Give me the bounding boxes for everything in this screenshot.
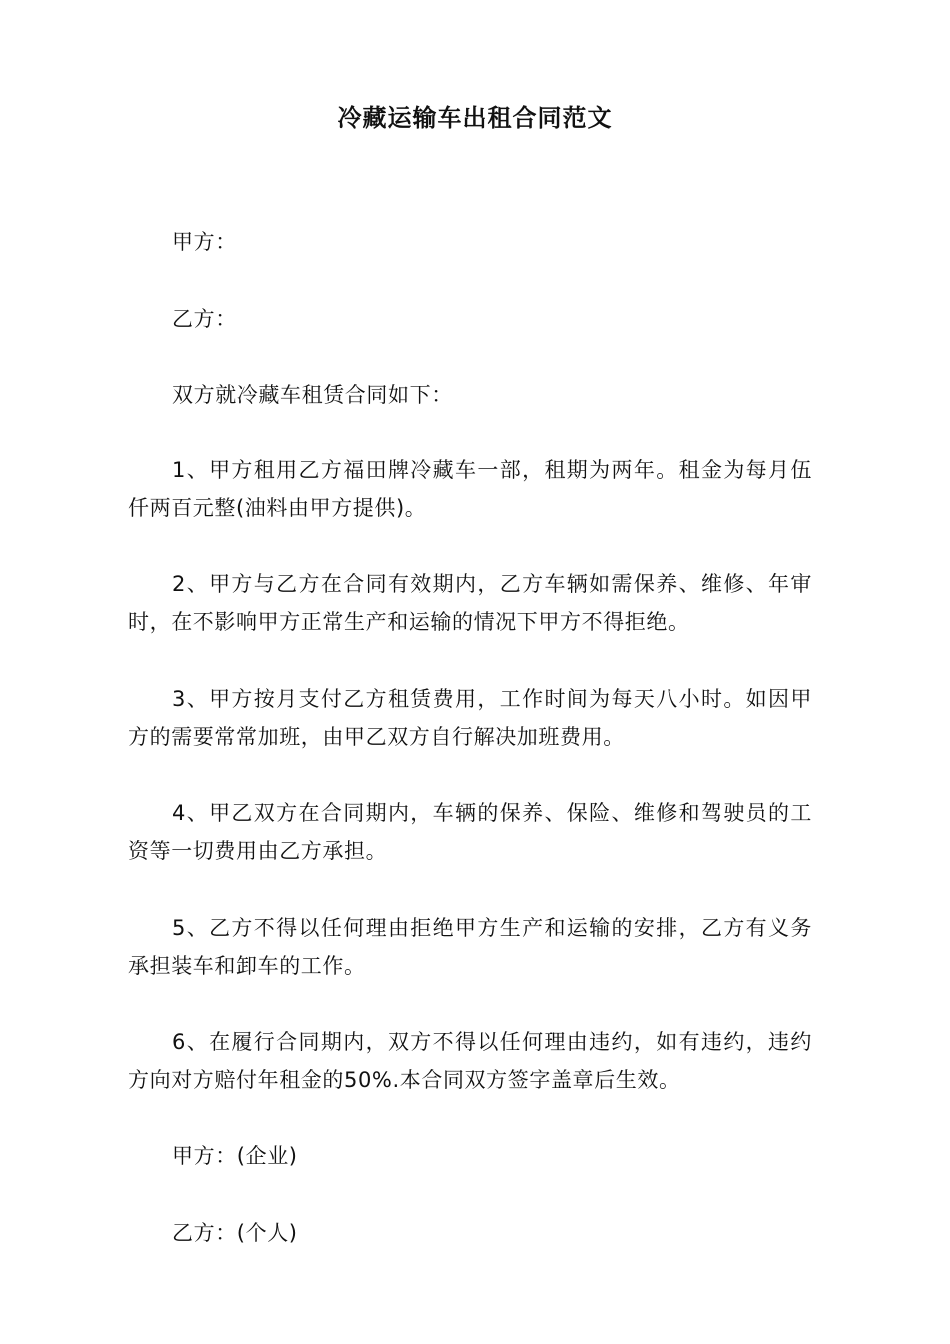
clause-3: 3、甲方按月支付乙方租赁费用，工作时间为每天八小时。如因甲方的需要常常加班，由甲乙双方自行解决加班费用。: [128, 687, 812, 749]
signature-party-b: 乙方：(个人): [172, 1221, 298, 1245]
signature-party-a: 甲方：(企业): [172, 1144, 298, 1168]
clause-6: 6、在履行合同期内，双方不得以任何理由违约，如有违约，违约方向对方赔付年租金的50%.本合同双方签字盖章后生效。: [128, 1030, 812, 1092]
clause-1: 1、甲方租用乙方福田牌冷藏车一部，租期为两年。租金为每月伍仟两百元整(油料由甲方提供)。: [128, 458, 812, 520]
clause-4: 4、甲乙双方在合同期内，车辆的保养、保险、维修和驾驶员的工资等一切费用由乙方承担。: [128, 801, 812, 863]
party-b-line: 乙方：: [172, 307, 237, 331]
party-a-line: 甲方：: [172, 230, 237, 254]
clause-5: 5、乙方不得以任何理由拒绝甲方生产和运输的安排，乙方有义务承担装车和卸车的工作。: [128, 916, 812, 978]
document-title: 冷藏运输车出租合同范文: [337, 104, 613, 132]
intro-paragraph: 双方就冷藏车租赁合同如下：: [172, 383, 453, 407]
clause-2: 2、甲方与乙方在合同有效期内，乙方车辆如需保养、维修、年审时，在不影响甲方正常生产和运输的情况下甲方不得拒绝。: [128, 572, 812, 634]
